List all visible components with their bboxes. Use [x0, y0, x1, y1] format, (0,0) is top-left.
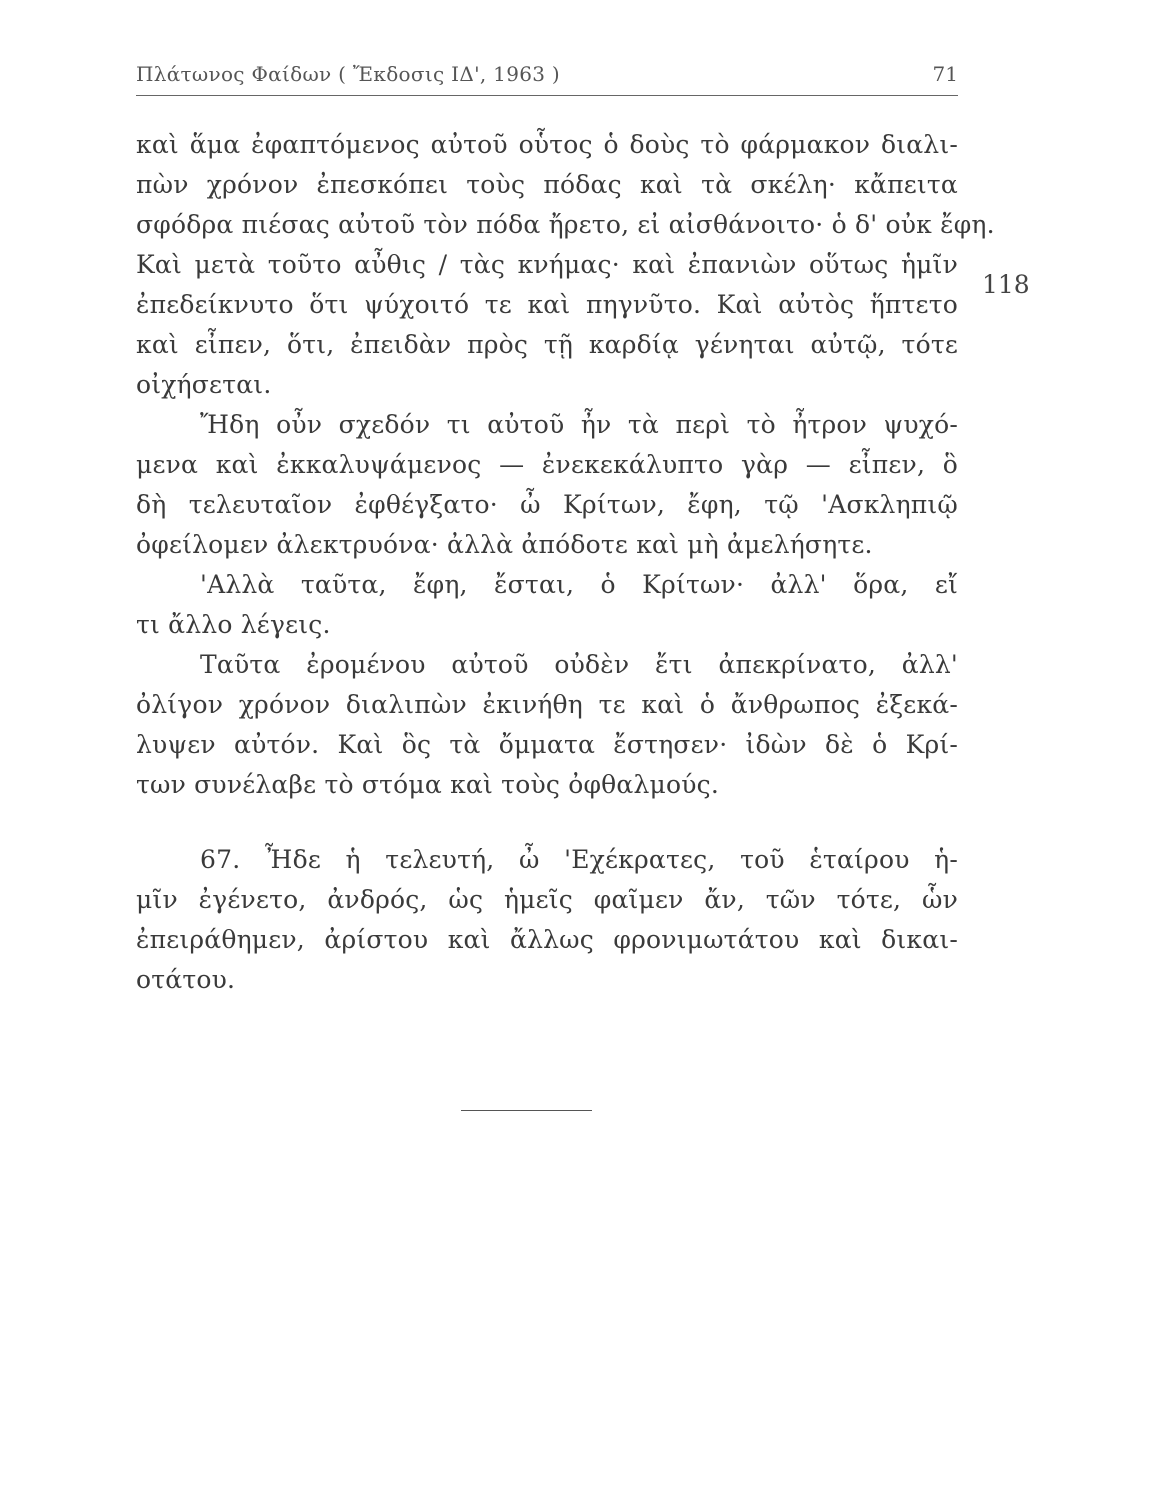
- margin-reference-number: 118: [982, 270, 1030, 299]
- text-line: λυψεν αὐτόν. Καὶ ὃς τὰ ὄμματα ἔστησεν· ἰδὼν δὲ ὁ Κρί-: [136, 730, 958, 759]
- end-of-text-rule: [461, 1110, 592, 1111]
- text-line: ὀφείλομεν ἀλεκτρυόνα· ἀλλὰ ἀπόδοτε καὶ μὴ ἀμελήσητε.: [136, 530, 873, 559]
- text-line: καὶ ἅμα ἐφαπτόμενος αὐτοῦ οὗτος ὁ δοὺς τὸ φάρμακον διαλι-: [136, 130, 958, 159]
- text-line: δὴ τελευταῖον ἐφθέγξατο· ὦ Κρίτων, ἔφη, τῷ 'Ασκληπιῷ: [136, 490, 958, 519]
- running-head: [136, 62, 958, 92]
- paragraph-start-line: 'Αλλὰ ταῦτα, ἔφη, ἔσται, ὁ Κρίτων· ἀλλ' ὅρα, εἴ: [200, 570, 958, 599]
- paragraph-start-line: Ταῦτα ἐρομένου αὐτοῦ οὐδὲν ἔτι ἀπεκρίνατο, ἀλλ': [200, 650, 958, 679]
- text-line: σφόδρα πιέσας αὐτοῦ τὸν πόδα ἤρετο, εἰ αἰσθάνοιτο· ὁ δ' οὐκ ἔφη.: [136, 210, 995, 239]
- text-line: ἐπειράθημεν, ἀρίστου καὶ ἄλλως φρονιμωτάτου καὶ δικαι-: [136, 925, 958, 954]
- paragraph-start-line: Ἤδη οὖν σχεδόν τι αὐτοῦ ἦν τὰ περὶ τὸ ἦτρον ψυχό-: [200, 410, 958, 439]
- text-line: Καὶ μετὰ τοῦτο αὖθις / τὰς κνήμας· καὶ ἐπανιὼν οὕτως ἡμῖν: [136, 250, 958, 279]
- running-head-title: Πλάτωνος Φαίδων ( Ἔκδοσις ΙΔ', 1963 ): [136, 62, 561, 86]
- text-line: οτάτου.: [136, 965, 236, 994]
- text-line: οἰχήσεται.: [136, 370, 272, 399]
- text-line: των συνέλαβε τὸ στόμα καὶ τοὺς ὀφθαλμούς.: [136, 770, 719, 799]
- text-line: ὀλίγον χρόνον διαλιπὼν ἐκινήθη τε καὶ ὁ ἄνθρωπος ἐξεκά-: [136, 690, 958, 719]
- text-line: πὼν χρόνον ἐπεσκόπει τοὺς πόδας καὶ τὰ σκέλη· κἄπειτα: [136, 170, 958, 199]
- text-line: μενα καὶ ἐκκαλυψάμενος — ἐνεκεκάλυπτο γὰρ — εἶπεν, ὃ: [136, 450, 958, 479]
- section-67-start-line: 67. Ἦδε ἡ τελευτή, ὦ 'Εχέκρατες, τοῦ ἑταίρου ἡ-: [200, 845, 958, 874]
- text-line: ἐπεδείκνυτο ὅτι ψύχοιτό τε καὶ πηγνῦτο. Καὶ αὐτὸς ἥπτετο: [136, 290, 958, 319]
- page-number: 71: [932, 62, 958, 86]
- text-line: μῖν ἐγένετο, ἀνδρός, ὡς ἡμεῖς φαῖμεν ἄν, τῶν τότε, ὧν: [136, 885, 958, 914]
- header-rule: [136, 95, 958, 96]
- text-line: καὶ εἶπεν, ὅτι, ἐπειδὰν πρὸς τῇ καρδίᾳ γένηται αὐτῷ, τότε: [136, 330, 958, 359]
- text-line: τι ἄλλο λέγεις.: [136, 610, 331, 639]
